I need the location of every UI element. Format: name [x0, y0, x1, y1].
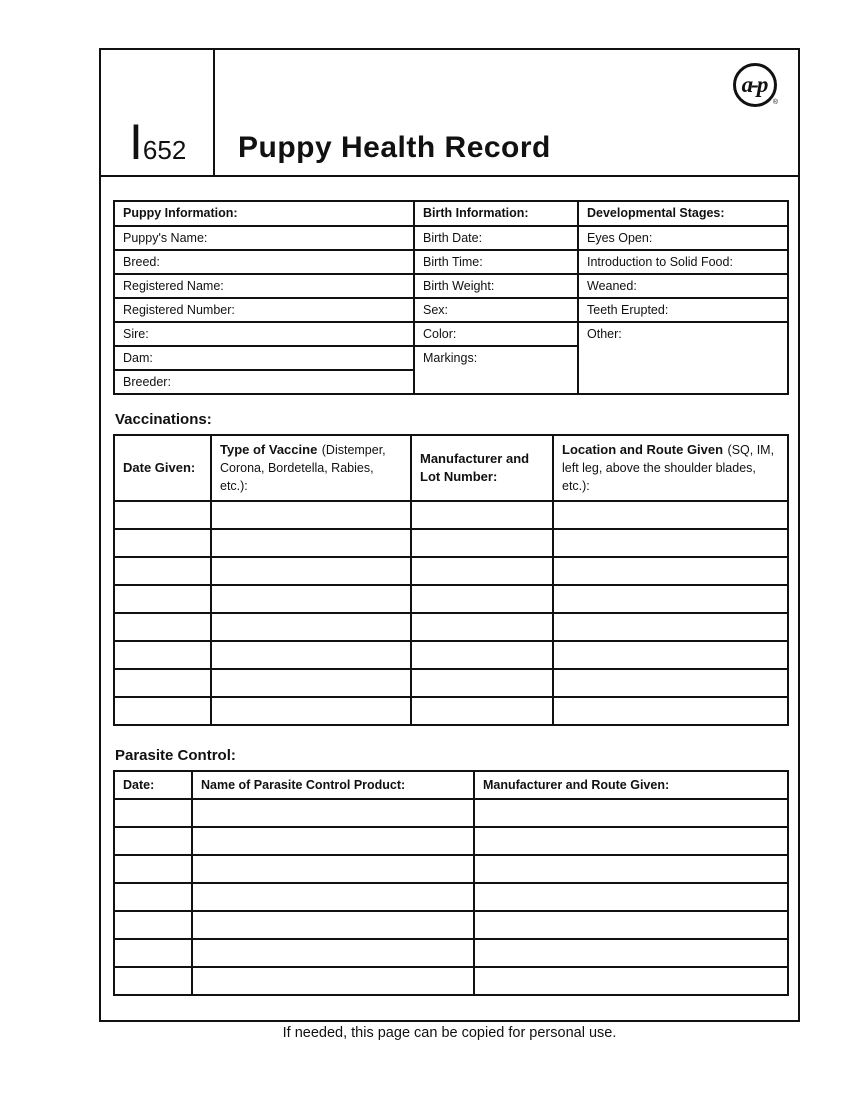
table-header-row [114, 771, 788, 799]
vacc-col-date-given [114, 435, 211, 501]
vaccinations-empty-rows [114, 501, 788, 725]
field-registered-name[interactable]: Registered Name: [114, 274, 414, 298]
table-row [114, 274, 788, 298]
field-color[interactable]: Color: [414, 322, 578, 346]
empty-row [114, 501, 788, 529]
empty-fill-cell[interactable] [411, 557, 553, 585]
empty-fill-cell[interactable] [114, 799, 192, 827]
field-sire[interactable]: Sire: [114, 322, 414, 346]
vaccinations-heading: Vaccinations: [115, 411, 212, 428]
empty-fill-cell[interactable] [553, 557, 788, 585]
form-header [101, 50, 798, 177]
empty-fill-cell[interactable] [411, 529, 553, 557]
empty-fill-cell[interactable] [211, 641, 411, 669]
field-teeth-erupted[interactable]: Teeth Erupted: [578, 298, 788, 322]
empty-fill-cell[interactable] [211, 669, 411, 697]
empty-fill-cell[interactable] [553, 585, 788, 613]
table-row [114, 298, 788, 322]
empty-fill-cell[interactable] [114, 641, 211, 669]
field-intro-solid-food[interactable]: Introduction to Solid Food: [578, 250, 788, 274]
form-code-number: 652 [142, 135, 187, 165]
empty-row [114, 799, 788, 827]
empty-fill-cell[interactable] [411, 501, 553, 529]
empty-fill-cell[interactable] [553, 669, 788, 697]
footer-note: If needed, this page can be copied for personal use. [282, 1025, 617, 1041]
empty-row [114, 855, 788, 883]
table-row [114, 226, 788, 250]
empty-row [114, 585, 788, 613]
empty-fill-cell[interactable] [114, 967, 192, 995]
parasite-empty-rows [114, 799, 788, 995]
empty-fill-cell[interactable] [192, 883, 474, 911]
empty-fill-cell[interactable] [192, 799, 474, 827]
puppy-info-header: Puppy Information: [114, 201, 414, 226]
puppy-info-table [113, 200, 789, 395]
ap-circle-logo-icon [733, 63, 777, 107]
empty-fill-cell[interactable] [474, 967, 788, 995]
empty-fill-cell[interactable] [114, 827, 192, 855]
col-title: Date Given: [123, 460, 196, 475]
field-weaned[interactable]: Weaned: [578, 274, 788, 298]
parasite-control-table [113, 770, 789, 996]
empty-fill-cell[interactable] [474, 939, 788, 967]
field-registered-number[interactable]: Registered Number: [114, 298, 414, 322]
field-puppys-name[interactable]: Puppy's Name: [114, 226, 414, 250]
empty-fill-cell[interactable] [553, 613, 788, 641]
form-border-box [99, 48, 800, 1022]
empty-row [114, 557, 788, 585]
empty-row [114, 697, 788, 725]
table-row [114, 201, 788, 226]
field-breed[interactable]: Breed: [114, 250, 414, 274]
field-birth-weight[interactable]: Birth Weight: [414, 274, 578, 298]
field-breeder[interactable]: Breeder: [114, 370, 414, 394]
dev-stages-header: Developmental Stages: [578, 201, 788, 226]
field-sex[interactable]: Sex: [414, 298, 578, 322]
empty-fill-cell[interactable] [114, 697, 211, 725]
empty-fill-cell[interactable] [114, 883, 192, 911]
empty-fill-cell[interactable] [114, 613, 211, 641]
para-col-date: Date: [114, 771, 192, 799]
empty-fill-cell[interactable] [553, 529, 788, 557]
empty-fill-cell[interactable] [474, 855, 788, 883]
empty-fill-cell[interactable] [411, 613, 553, 641]
empty-fill-cell[interactable] [114, 939, 192, 967]
empty-fill-cell[interactable] [192, 827, 474, 855]
field-birth-time[interactable]: Birth Time: [414, 250, 578, 274]
empty-fill-cell[interactable] [411, 697, 553, 725]
col-title: Type of Vaccine [220, 442, 318, 457]
field-markings[interactable]: Markings: [414, 346, 578, 394]
ap-logo-text: a-p [741, 72, 767, 97]
vacc-col-type [211, 435, 411, 501]
empty-row [114, 883, 788, 911]
field-other[interactable]: Other: [578, 322, 788, 394]
col-title: Location and Route Given [562, 442, 724, 457]
form-code [129, 114, 187, 170]
empty-fill-cell[interactable] [211, 585, 411, 613]
page-title: Puppy Health Record [238, 131, 551, 164]
form-title-cell [215, 50, 798, 175]
empty-fill-cell[interactable] [192, 967, 474, 995]
parasite-control-heading: Parasite Control: [115, 747, 236, 764]
empty-fill-cell[interactable] [411, 669, 553, 697]
table-row [114, 250, 788, 274]
empty-fill-cell[interactable] [114, 501, 211, 529]
empty-row [114, 827, 788, 855]
para-col-product: Name of Parasite Control Product: [192, 771, 474, 799]
empty-fill-cell[interactable] [553, 641, 788, 669]
empty-fill-cell[interactable] [114, 911, 192, 939]
col-title: Manufacturer and Lot Number: [420, 451, 530, 484]
vacc-col-location-route [553, 435, 788, 501]
empty-fill-cell[interactable] [192, 911, 474, 939]
empty-fill-cell[interactable] [114, 855, 192, 883]
vaccinations-table [113, 434, 789, 726]
empty-row [114, 669, 788, 697]
para-col-manufacturer-route: Manufacturer and Route Given: [474, 771, 788, 799]
empty-fill-cell[interactable] [553, 501, 788, 529]
empty-fill-cell[interactable] [211, 501, 411, 529]
empty-row [114, 911, 788, 939]
empty-fill-cell[interactable] [411, 585, 553, 613]
empty-fill-cell[interactable] [411, 641, 553, 669]
empty-fill-cell[interactable] [114, 557, 211, 585]
empty-row [114, 529, 788, 557]
empty-fill-cell[interactable] [114, 669, 211, 697]
table-row [114, 322, 788, 346]
empty-fill-cell[interactable] [553, 697, 788, 725]
empty-row [114, 613, 788, 641]
empty-row [114, 939, 788, 967]
empty-fill-cell[interactable] [474, 911, 788, 939]
empty-fill-cell[interactable] [211, 529, 411, 557]
table-header-row [114, 435, 788, 501]
birth-info-header: Birth Information: [414, 201, 578, 226]
form-code-letter: I [129, 114, 143, 170]
empty-row [114, 641, 788, 669]
col-subtitle: (SQ, IM, left leg, above the shoulder blades, etc.): [562, 443, 775, 493]
empty-row [114, 967, 788, 995]
empty-fill-cell[interactable] [192, 939, 474, 967]
form-code-cell [101, 50, 215, 175]
col-subtitle: (Distemper, Corona, Bordetella, Rabies, etc.): [220, 443, 386, 493]
empty-fill-cell[interactable] [474, 827, 788, 855]
field-eyes-open[interactable]: Eyes Open: [578, 226, 788, 250]
empty-fill-cell[interactable] [211, 557, 411, 585]
empty-fill-cell[interactable] [192, 855, 474, 883]
empty-fill-cell[interactable] [211, 613, 411, 641]
field-dam[interactable]: Dam: [114, 346, 414, 370]
empty-fill-cell[interactable] [114, 529, 211, 557]
empty-fill-cell[interactable] [474, 799, 788, 827]
field-birth-date[interactable]: Birth Date: [414, 226, 578, 250]
empty-fill-cell[interactable] [474, 883, 788, 911]
empty-fill-cell[interactable] [114, 585, 211, 613]
registered-mark: ® [772, 99, 778, 106]
empty-fill-cell[interactable] [211, 697, 411, 725]
vacc-col-manufacturer [411, 435, 553, 501]
